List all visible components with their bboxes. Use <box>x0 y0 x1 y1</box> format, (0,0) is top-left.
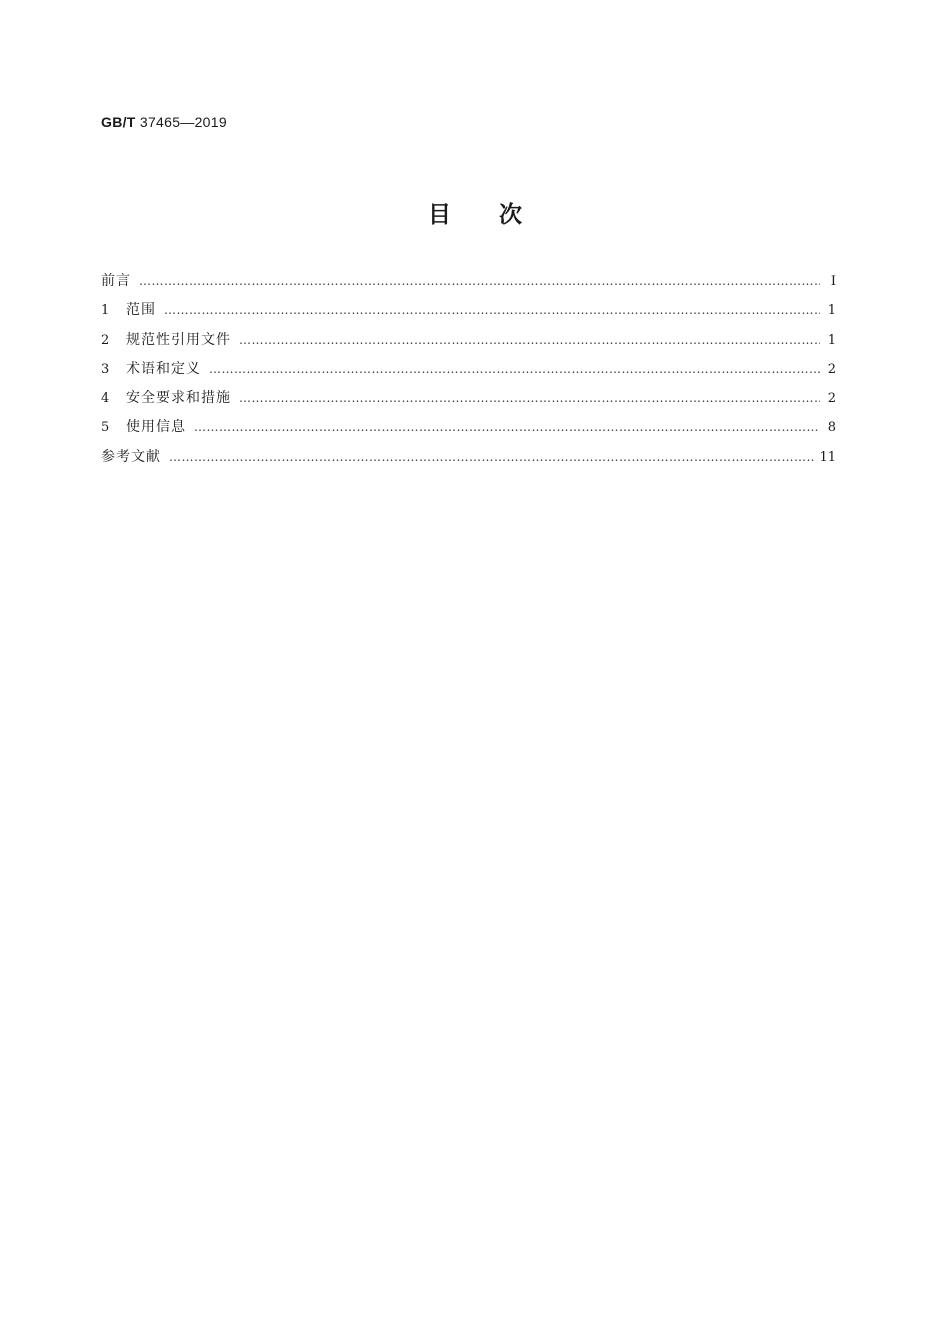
dot-leader <box>164 303 820 317</box>
toc-entry-label: 范围 <box>126 302 156 319</box>
toc-page-number: 1 <box>827 332 836 348</box>
toc-entry-normative-references[interactable] <box>101 329 836 358</box>
toc-entry-information-for-use[interactable] <box>101 416 836 445</box>
toc-entry-terms-definitions[interactable] <box>101 358 836 387</box>
toc-page-number: 2 <box>827 361 836 377</box>
toc-entry-scope[interactable] <box>101 299 836 328</box>
toc-section-number: 5 <box>101 420 110 436</box>
standard-code <box>101 114 227 130</box>
toc-entry-label: 参考文献 <box>101 448 161 465</box>
toc-entry-safety-requirements[interactable] <box>101 387 836 416</box>
dot-leader <box>169 450 815 464</box>
toc-entry-foreword[interactable] <box>101 270 836 299</box>
toc-section-number: 4 <box>101 391 110 407</box>
toc-page-number: 2 <box>827 391 836 407</box>
dot-leader <box>239 391 820 405</box>
dot-leader <box>139 274 820 288</box>
dot-leader <box>194 420 820 434</box>
toc-entry-label: 规范性引用文件 <box>126 331 231 348</box>
toc-title: 目次 <box>428 202 570 228</box>
toc-page-number: 11 <box>819 449 836 465</box>
toc-entry-label: 使用信息 <box>126 419 186 436</box>
toc-page-number: Ⅰ <box>830 274 836 289</box>
dot-leader <box>239 333 820 347</box>
toc-page-number: 8 <box>827 420 836 436</box>
table-of-contents <box>101 270 836 475</box>
standard-prefix: GB/T <box>101 114 136 130</box>
toc-page-number: 1 <box>827 303 836 319</box>
toc-entry-label: 前言 <box>101 273 131 289</box>
toc-section-number: 2 <box>101 332 110 348</box>
toc-entry-label: 术语和定义 <box>126 360 201 377</box>
standard-number: 37465—2019 <box>139 114 227 130</box>
toc-section-number: 3 <box>101 361 110 377</box>
toc-entry-bibliography[interactable] <box>101 446 836 475</box>
dot-leader <box>209 362 820 376</box>
toc-section-number: 1 <box>101 303 110 319</box>
toc-entry-label: 安全要求和措施 <box>126 390 231 407</box>
